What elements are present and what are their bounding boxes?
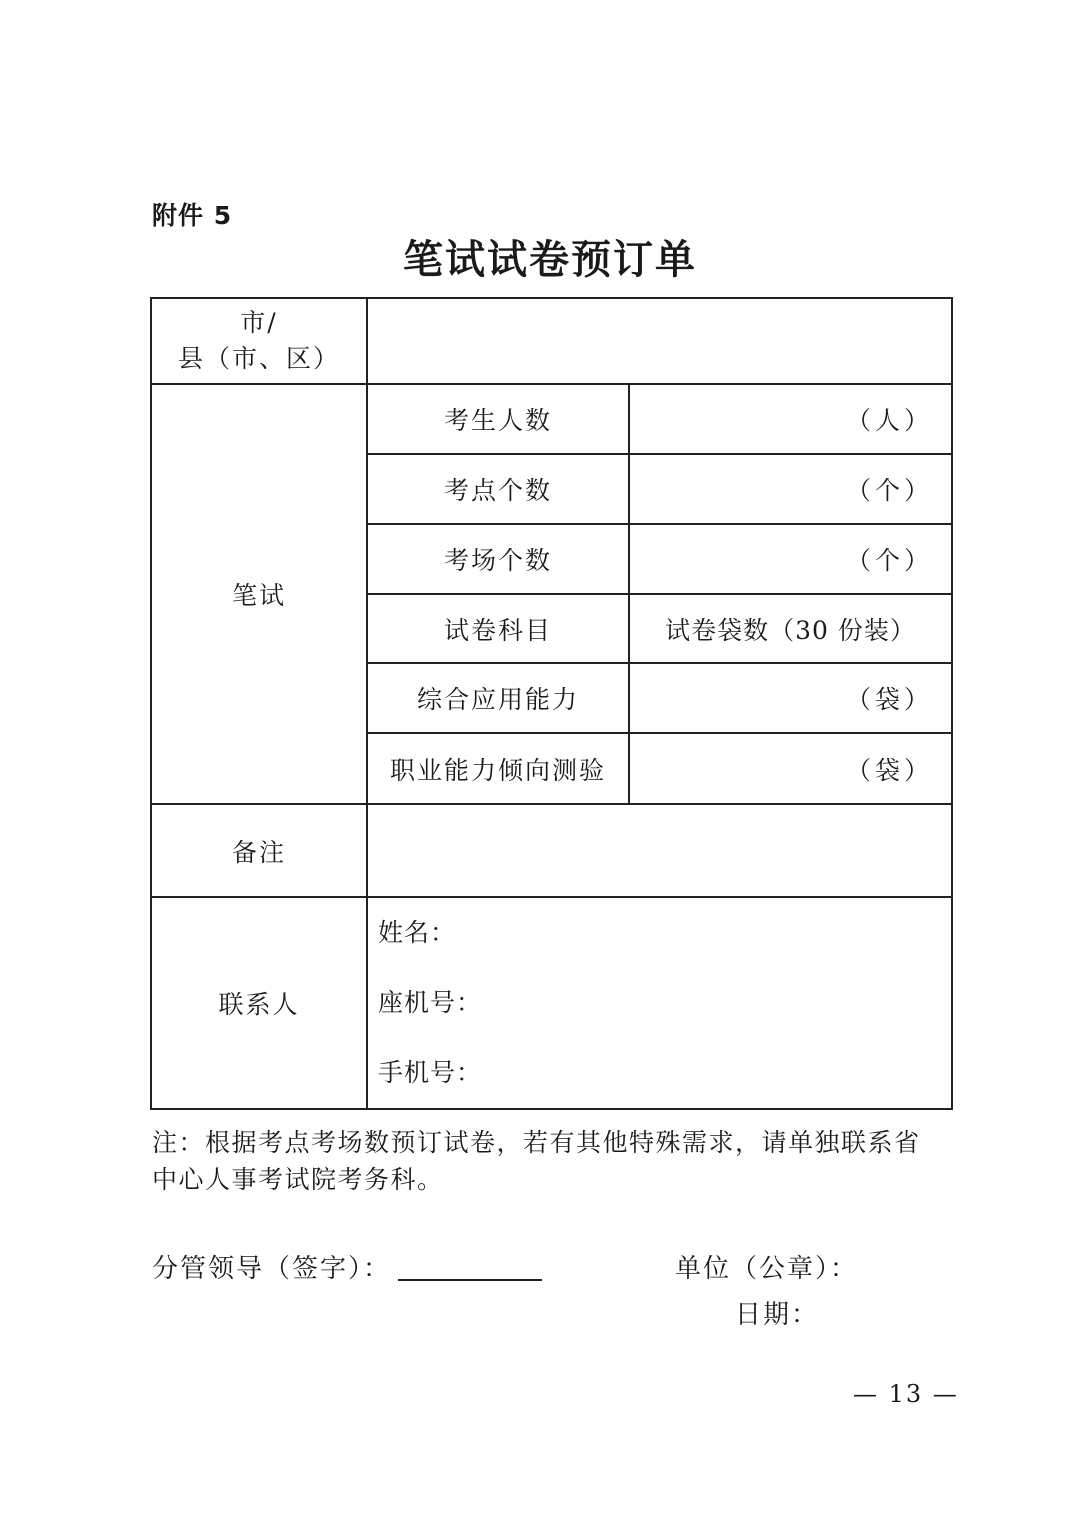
date-label: 日期： xyxy=(735,1300,820,1330)
subject-label: 职业能力倾向测验 xyxy=(367,733,629,804)
table-row xyxy=(151,384,952,454)
signature-line[interactable] xyxy=(398,1279,542,1281)
candidate-count-field[interactable]: （人） xyxy=(629,384,952,454)
city-label-line2: 县（市、区） xyxy=(177,344,340,373)
site-count-field[interactable]: （个） xyxy=(629,454,952,524)
subject-header: 试卷科目 xyxy=(367,594,629,663)
page-title: 笔试试卷预订单 xyxy=(403,237,697,283)
bag-count-header: 试卷袋数（30 份装） xyxy=(629,594,952,663)
room-count-label: 考场个数 xyxy=(367,524,629,594)
note-line: 注：根据考点考场数预订试卷，若有其他特殊需求，请单独联系省 xyxy=(152,1128,921,1157)
city-label-line1: 市/ xyxy=(240,308,278,337)
contact-mobile-field[interactable]: 手机号： xyxy=(378,1058,483,1087)
order-form-table xyxy=(150,297,953,1110)
site-count-label: 考点个数 xyxy=(367,454,629,524)
remarks-row xyxy=(151,804,952,897)
room-count-field[interactable]: （个） xyxy=(629,524,952,594)
note xyxy=(152,1124,952,1198)
subject-bag-field[interactable]: （袋） xyxy=(629,733,952,804)
contact-row xyxy=(151,897,952,1109)
city-label-cell xyxy=(151,298,367,384)
contact-label: 联系人 xyxy=(151,897,367,1109)
contact-fields xyxy=(367,897,952,1109)
candidate-count-label: 考生人数 xyxy=(367,384,629,454)
note-line: 中心人事考试院考务科。 xyxy=(152,1165,444,1194)
remarks-field[interactable] xyxy=(367,804,952,897)
attachment-label: 附件 5 xyxy=(152,201,233,230)
subject-label: 综合应用能力 xyxy=(367,663,629,733)
contact-name-field[interactable]: 姓名： xyxy=(378,918,457,947)
unit-seal-label: 单位（公章）： xyxy=(675,1254,859,1284)
city-row xyxy=(151,298,952,384)
exam-label: 笔试 xyxy=(151,384,367,804)
contact-landline-field[interactable]: 座机号： xyxy=(378,988,483,1017)
city-value-field[interactable] xyxy=(367,298,952,384)
remarks-label: 备注 xyxy=(151,804,367,897)
subject-bag-field[interactable]: （袋） xyxy=(629,663,952,733)
page-number: — 13 — xyxy=(853,1380,959,1408)
leader-signature-label: 分管领导（签字）： xyxy=(152,1254,392,1284)
